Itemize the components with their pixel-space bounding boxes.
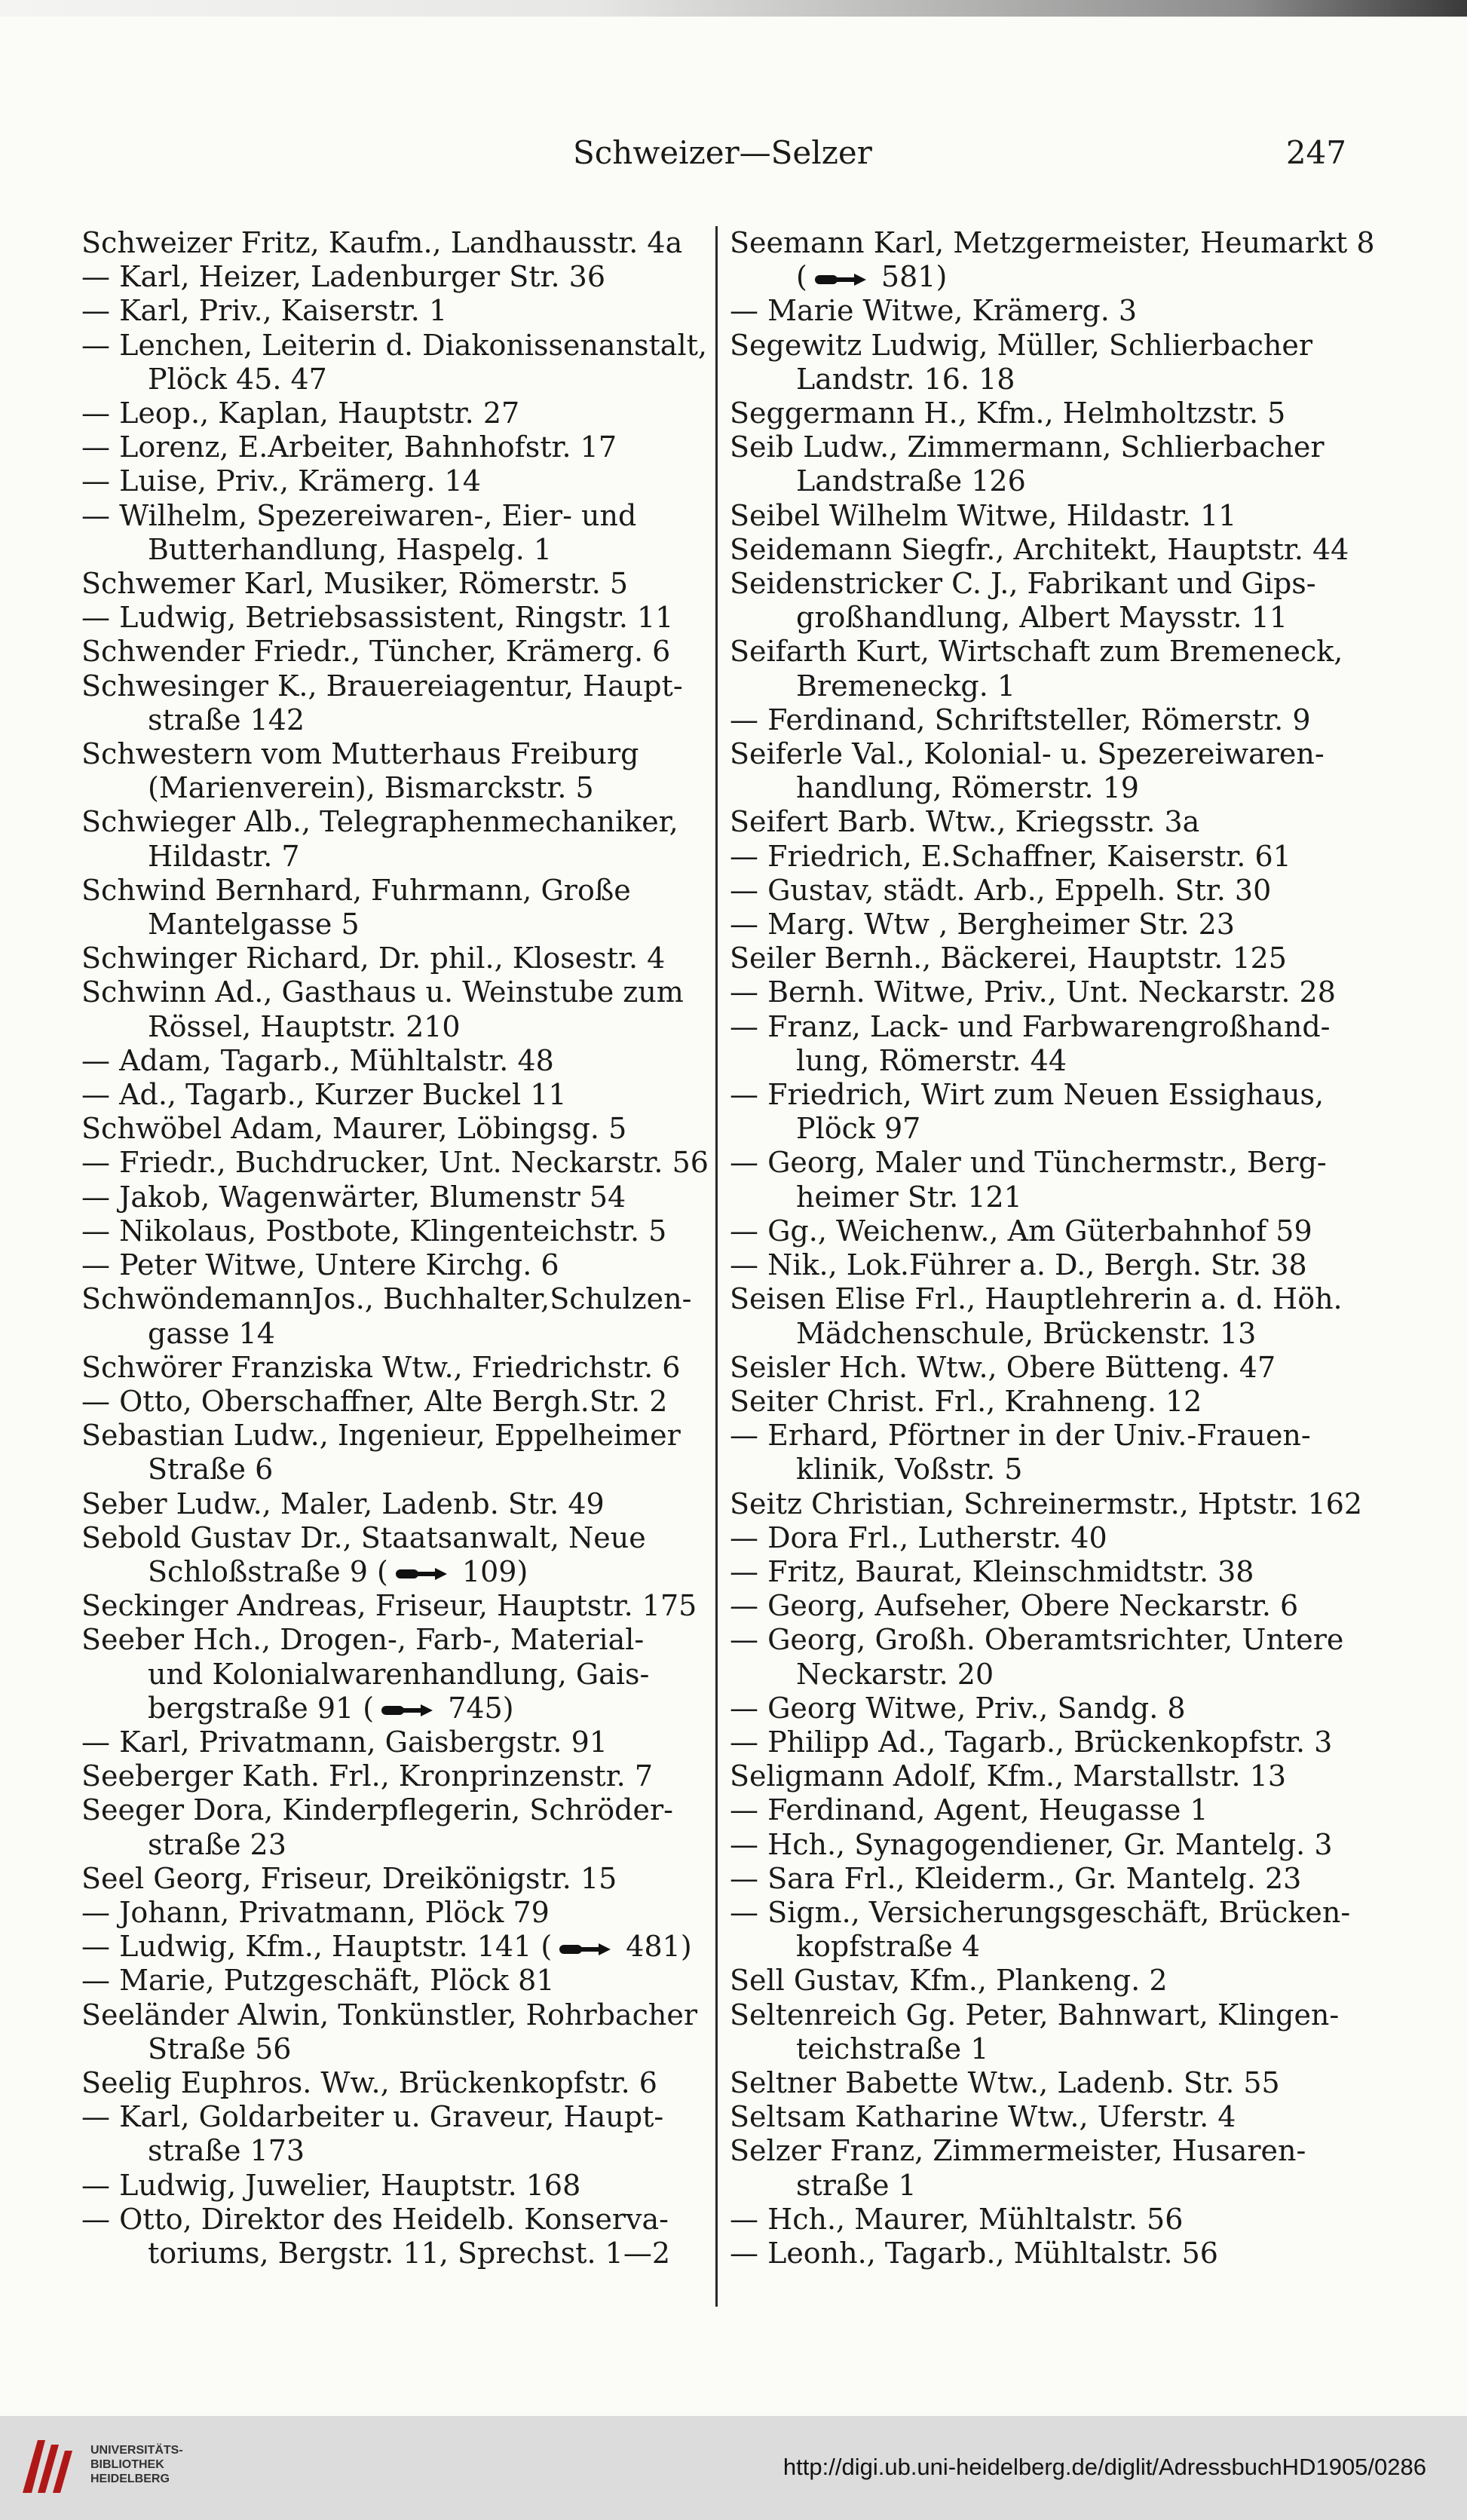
directory-entry — [81, 1419, 730, 1487]
directory-entry — [730, 2100, 1363, 2134]
entry-line: Schwörer Franziska Wtw., Friedrichstr. 6 — [81, 1350, 681, 1384]
directory-entry — [81, 2203, 730, 2270]
entry-line: — Sigm., Versicherungsgeschäft, Brücken- — [730, 1895, 1351, 1929]
directory-entry — [81, 2100, 730, 2168]
entry-line: Seib Ludw., Zimmermann, Schlierbacher — [730, 430, 1325, 464]
directory-entry — [81, 1044, 730, 1078]
directory-entry — [81, 1964, 730, 1998]
entry-continuation-line: Mantelgasse 5 — [148, 908, 360, 942]
directory-entry — [730, 2203, 1363, 2237]
directory-entry — [81, 260, 730, 294]
entry-continuation-line: Straße 56 — [148, 2032, 292, 2065]
entry-line: — Nikolaus, Postbote, Klingenteichstr. 5 — [81, 1214, 667, 1248]
entry-line: — Peter Witwe, Untere Kirchg. 6 — [81, 1248, 559, 1282]
entry-continuation-line: straße 142 — [148, 703, 305, 736]
directory-entry — [730, 737, 1363, 805]
entry-line: — Leop., Kaplan, Hauptstr. 27 — [81, 397, 520, 430]
directory-entry — [730, 1964, 1363, 1998]
entry-line: — Ad., Tagarb., Kurzer Buckel 11 — [81, 1078, 567, 1112]
entry-line: — Karl, Heizer, Ladenburger Str. 36 — [81, 260, 606, 294]
directory-entry — [81, 1589, 730, 1623]
directory-entry — [81, 499, 730, 567]
entry-line: — Erhard, Pförtner in der Univ.-Frauen- — [730, 1419, 1311, 1453]
directory-entry — [81, 1623, 730, 1725]
entry-line: — Nik., Lok.Führer a. D., Bergh. Str. 38 — [730, 1248, 1307, 1282]
entry-line: Seemann Karl, Metzgermeister, Heumarkt 8 — [730, 226, 1375, 259]
entry-line: — Jakob, Wagenwärter, Blumenstr 54 — [81, 1180, 626, 1214]
entry-line: — Lenchen, Leiterin d. Diakonissenanstalt, — [81, 328, 707, 362]
entry-line: — Karl, Priv., Kaiserstr. 1 — [81, 294, 448, 328]
directory-entry — [730, 1692, 1363, 1725]
entry-line: — Fritz, Baurat, Kleinschmidtstr. 38 — [730, 1554, 1254, 1588]
entry-line: — Ferdinand, Agent, Heugasse 1 — [730, 1793, 1208, 1827]
directory-entry — [730, 1623, 1363, 1691]
directory-entry — [730, 294, 1363, 328]
entry-line: Seiler Bernh., Bäckerei, Hauptstr. 125 — [730, 942, 1287, 975]
directory-entry — [81, 874, 730, 942]
entry-line: — Luise, Priv., Krämerg. 14 — [81, 464, 481, 498]
library-name — [90, 2443, 183, 2486]
entry-line: Seel Georg, Friseur, Dreikönigstr. 15 — [81, 1861, 617, 1895]
entry-continuation-line: straße 173 — [148, 2134, 305, 2168]
entry-continuation-line: Landstraße 126 — [796, 464, 1026, 498]
entry-line: Seber Ludw., Maler, Ladenb. Str. 49 — [81, 1487, 605, 1520]
directory-entry — [81, 1282, 730, 1350]
directory-entry — [730, 1351, 1363, 1385]
directory-entry — [81, 226, 730, 260]
directory-entry — [730, 2066, 1363, 2100]
directory-entry — [81, 1487, 730, 1521]
telephone-icon — [556, 1940, 612, 1958]
entry-continuation-line: Hildastr. 7 — [148, 839, 300, 873]
directory-entry — [81, 1078, 730, 1112]
entry-line: — Friedrich, Wirt zum Neuen Essighaus, — [730, 1078, 1325, 1112]
entry-line: Schwinn Ad., Gasthaus u. Weinstube zum — [81, 975, 684, 1009]
entry-continuation-line: Butterhandlung, Haspelg. 1 — [148, 532, 553, 566]
source-url-link[interactable]: http://digi.ub.uni-heidelberg.de/diglit/AdressbuchHD1905/0286 — [783, 2454, 1426, 2480]
entry-line: Schwind Bernhard, Fuhrmann, Große — [81, 873, 631, 907]
entry-continuation-line: Rössel, Hauptstr. 210 — [148, 1009, 461, 1043]
entry-line: Seifert Barb. Wtw., Kriegsstr. 3a — [730, 805, 1200, 839]
directory-entry — [730, 703, 1363, 737]
entry-line: — Otto, Direktor des Heidelb. Konserva- — [81, 2202, 669, 2236]
library-name-line: UNIVERSITÄTS- — [90, 2444, 183, 2457]
entry-line: Seltsam Katharine Wtw., Uferstr. 4 — [730, 2100, 1236, 2134]
entry-line: Schwesinger K., Brauereiagentur, Haupt- — [81, 669, 683, 703]
entry-continuation-line: Straße 6 — [148, 1453, 274, 1487]
entry-continuation-line: Plöck 97 — [796, 1112, 921, 1146]
directory-entry — [81, 1351, 730, 1385]
entry-continuation-line: heimer Str. 121 — [796, 1180, 1022, 1214]
entry-line: Seeber Hch., Drogen-, Farb-, Material- — [81, 1623, 645, 1657]
entry-line: — Bernh. Witwe, Priv., Unt. Neckarstr. 28 — [730, 975, 1336, 1009]
directory-entry — [730, 1521, 1363, 1555]
entry-line: — Sara Frl., Kleiderm., Gr. Mantelg. 23 — [730, 1861, 1302, 1895]
entry-continuation-line: lung, Römerstr. 44 — [796, 1043, 1067, 1077]
directory-entry — [81, 1793, 730, 1861]
directory-entry — [81, 1930, 730, 1964]
entry-line: Selzer Franz, Zimmermeister, Husaren- — [730, 2134, 1306, 2168]
entry-line: — Dora Frl., Lutherstr. 40 — [730, 1520, 1107, 1554]
entry-line: — Hch., Maurer, Mühltalstr. 56 — [730, 2202, 1184, 2236]
entry-continuation-line: großhandlung, Albert Maysstr. 11 — [796, 601, 1288, 635]
entry-line: — Gustav, städt. Arb., Eppelh. Str. 30 — [730, 873, 1272, 907]
entry-line: — Hch., Synagogendiener, Gr. Mantelg. 3 — [730, 1827, 1333, 1861]
entry-line: Schwinger Richard, Dr. phil., Klosestr. 4 — [81, 942, 666, 975]
directory-entry — [81, 1998, 730, 2066]
telephone-icon — [812, 271, 868, 289]
entry-line: — Otto, Oberschaffner, Alte Bergh.Str. 2 — [81, 1384, 668, 1418]
entry-line: Seisen Elise Frl., Hauptlehrerin a. d. Höh. — [730, 1282, 1343, 1316]
directory-entry — [730, 840, 1363, 874]
entry-line: Seiferle Val., Kolonial- u. Spezereiwaren- — [730, 737, 1325, 771]
directory-entry — [81, 430, 730, 464]
directory-entry — [730, 1589, 1363, 1623]
directory-entry — [730, 635, 1363, 703]
entry-line: — Georg Witwe, Priv., Sandg. 8 — [730, 1691, 1186, 1725]
entry-line: — Marie Witwe, Krämerg. 3 — [730, 294, 1138, 328]
entry-line: — Georg, Maler und Tünchermstr., Berg- — [730, 1146, 1327, 1180]
entry-line: Sebastian Ludw., Ingenieur, Eppelheimer — [81, 1419, 681, 1453]
entry-line: — Karl, Privatmann, Gaisbergstr. 91 — [81, 1725, 608, 1759]
entry-continuation-line: Neckarstr. 20 — [796, 1657, 994, 1691]
entry-line: — Gg., Weichenw., Am Güterbahnhof 59 — [730, 1214, 1312, 1248]
entry-continuation-line: Bremeneckg. 1 — [796, 669, 1016, 703]
entry-continuation-line: gasse 14 — [148, 1316, 275, 1350]
entry-line: — Ludwig, Juwelier, Hauptstr. 168 — [81, 2168, 581, 2202]
library-logo-icon — [15, 2433, 83, 2500]
entry-continuation-line: Mädchenschule, Brückenstr. 13 — [796, 1316, 1257, 1350]
entry-line: Schweizer Fritz, Kaufm., Landhausstr. 4a — [81, 226, 683, 259]
entry-line: Sebold Gustav Dr., Staatsanwalt, Neue — [81, 1520, 646, 1554]
directory-entry — [81, 1896, 730, 1930]
entry-line: Seelig Euphros. Ww., Brückenkopfstr. 6 — [81, 2065, 657, 2099]
directory-entry — [730, 1146, 1363, 1214]
directory-entry — [81, 1180, 730, 1214]
entry-continuation-line: teichstraße 1 — [796, 2032, 989, 2065]
entry-line: Seeberger Kath. Frl., Kronprinzenstr. 7 — [81, 1759, 654, 1793]
directory-entry — [81, 1248, 730, 1282]
directory-entry — [730, 329, 1363, 397]
directory-entry — [81, 2169, 730, 2203]
entry-line: Seligmann Adolf, Kfm., Marstallstr. 13 — [730, 1759, 1286, 1793]
page-header — [0, 134, 1467, 187]
entry-line: — Ludwig, Kfm., Hauptstr. 141 ( 481) — [81, 1930, 692, 1964]
directory-entry — [81, 1385, 730, 1419]
entry-line: Seidenstricker C. J., Fabrikant und Gips- — [730, 567, 1316, 601]
directory-entry — [730, 1487, 1363, 1521]
entry-line: — Leonh., Tagarb., Mühltalstr. 56 — [730, 2236, 1218, 2270]
entry-line: — Marg. Wtw , Bergheimer Str. 23 — [730, 908, 1235, 942]
telephone-icon — [393, 1565, 449, 1583]
directory-entry — [81, 329, 730, 397]
entry-line: Seltenreich Gg. Peter, Bahnwart, Klingen- — [730, 1998, 1340, 2032]
entry-line: Seidemann Siegfr., Architekt, Hauptstr. 44 — [730, 532, 1349, 566]
entry-line: — Ludwig, Betriebsassistent, Ringstr. 11 — [81, 601, 674, 635]
directory-entry — [81, 737, 730, 805]
directory-entry — [81, 397, 730, 430]
entry-line: — Philipp Ad., Tagarb., Brückenkopfstr. 3 — [730, 1725, 1333, 1759]
directory-entry — [81, 1725, 730, 1759]
entry-continuation-line: handlung, Römerstr. 19 — [796, 771, 1139, 805]
library-name-line: BIBLIOTHEK — [90, 2458, 164, 2471]
directory-entry — [730, 1555, 1363, 1589]
entry-line: Seisler Hch. Wtw., Obere Bütteng. 47 — [730, 1350, 1276, 1384]
entry-continuation-line: straße 23 — [148, 1827, 286, 1861]
entry-continuation-line: und Kolonialwarenhandlung, Gais- — [148, 1657, 650, 1691]
entry-line: Sell Gustav, Kfm., Plankeng. 2 — [730, 1964, 1168, 1998]
directory-entry — [81, 942, 730, 975]
entry-continuation-line: straße 1 — [796, 2168, 917, 2202]
directory-entry — [730, 874, 1363, 908]
entry-line: — Wilhelm, Spezereiwaren-, Eier- und — [81, 498, 637, 532]
entry-line: — Marie, Putzgeschäft, Plöck 81 — [81, 1964, 555, 1998]
directory-entry — [730, 430, 1363, 498]
entry-line: Seitz Christian, Schreinermstr., Hptstr. 162 — [730, 1487, 1363, 1520]
directory-entry — [730, 2237, 1363, 2270]
entry-line: — Friedrich, E.Schaffner, Kaiserstr. 61 — [730, 839, 1291, 873]
entry-line: Schwender Friedr., Tüncher, Krämerg. 6 — [81, 635, 671, 669]
directory-entry — [730, 805, 1363, 839]
directory-entry — [730, 1725, 1363, 1759]
directory-entry — [730, 1282, 1363, 1350]
entry-line: Seiter Christ. Frl., Krahneng. 12 — [730, 1384, 1202, 1418]
entry-line: — Georg, Aufseher, Obere Neckarstr. 6 — [730, 1589, 1299, 1623]
directory-entry — [81, 669, 730, 737]
directory-entry — [730, 1759, 1363, 1793]
entry-line: — Ferdinand, Schriftsteller, Römerstr. 9 — [730, 703, 1311, 736]
directory-entry — [81, 975, 730, 1043]
entry-line: Segewitz Ludwig, Müller, Schlierbacher — [730, 328, 1313, 362]
directory-entry — [730, 533, 1363, 567]
running-title: Schweizer—Selzer — [573, 134, 872, 171]
directory-entry — [730, 1419, 1363, 1487]
entry-line: Seeger Dora, Kinderpflegerin, Schröder- — [81, 1793, 673, 1827]
directory-entry — [730, 908, 1363, 942]
entry-continuation-line: Landstr. 16. 18 — [796, 362, 1015, 396]
directory-entry — [81, 1146, 730, 1180]
entry-line: SchwöndemannJos., Buchhalter,Schulzen- — [81, 1282, 692, 1316]
entry-continuation-line: bergstraße 91 ( 745) — [148, 1691, 514, 1725]
column-divider — [715, 226, 718, 2307]
entry-line: Seifarth Kurt, Wirtschaft zum Bremeneck, — [730, 635, 1343, 669]
entry-line: — Johann, Privatmann, Plöck 79 — [81, 1895, 550, 1929]
entry-line: Seibel Wilhelm Witwe, Hildastr. 11 — [730, 498, 1237, 532]
entry-line: — Georg, Großh. Oberamtsrichter, Untere — [730, 1623, 1344, 1657]
entry-continuation-line: Plöck 45. 47 — [148, 362, 327, 396]
entry-continuation-line: kopfstraße 4 — [796, 1930, 981, 1964]
entry-line: — Adam, Tagarb., Mühltalstr. 48 — [81, 1043, 554, 1077]
entry-continuation-line: toriums, Bergstr. 11, Sprechst. 1—2 — [148, 2236, 671, 2270]
directory-entry — [730, 2134, 1363, 2202]
right-column — [730, 226, 1375, 2270]
entry-continuation-line: (Marienverein), Bismarckstr. 5 — [148, 771, 594, 805]
directory-entry — [81, 1862, 730, 1896]
entry-continuation-line: klinik, Voßstr. 5 — [796, 1453, 1023, 1487]
directory-entry — [730, 1010, 1363, 1078]
directory-entry — [730, 499, 1363, 533]
directory-entry — [730, 567, 1363, 635]
entry-line: Schwieger Alb., Telegraphenmechaniker, — [81, 805, 678, 839]
directory-entry — [81, 1112, 730, 1146]
directory-entry — [730, 1385, 1363, 1419]
left-column — [81, 226, 730, 2270]
entry-line: — Karl, Goldarbeiter u. Graveur, Haupt- — [81, 2100, 664, 2134]
entry-line: — Lorenz, E.Arbeiter, Bahnhofstr. 17 — [81, 430, 617, 464]
directory-entry — [730, 397, 1363, 430]
directory-entry — [81, 567, 730, 601]
directory-entry — [81, 635, 730, 669]
entry-continuation-line: ( 581) — [796, 260, 948, 294]
directory-entry — [730, 1793, 1363, 1827]
directory-entry — [730, 1998, 1363, 2066]
directory-entry — [730, 975, 1363, 1009]
directory-entry — [81, 1214, 730, 1248]
entry-continuation-line: Schloßstraße 9 ( 109) — [148, 1554, 528, 1588]
entry-line: — Friedr., Buchdrucker, Unt. Neckarstr. 56 — [81, 1146, 709, 1180]
entry-line: — Franz, Lack- und Farbwarengroßhand- — [730, 1009, 1331, 1043]
entry-line: Seltner Babette Wtw., Ladenb. Str. 55 — [730, 2065, 1280, 2099]
directory-entry — [730, 1862, 1363, 1896]
library-name-line: HEIDELBERG — [90, 2473, 170, 2485]
entry-line: Seggermann H., Kfm., Helmholtzstr. 5 — [730, 397, 1286, 430]
directory-entry — [81, 294, 730, 328]
directory-entry — [81, 805, 730, 873]
directory-entry — [730, 1828, 1363, 1862]
directory-entry — [81, 601, 730, 635]
directory-entry — [81, 2066, 730, 2100]
entry-line: Seckinger Andreas, Friseur, Hauptstr. 175 — [81, 1589, 697, 1623]
telephone-icon — [378, 1701, 434, 1719]
directory-entry — [730, 1248, 1363, 1282]
directory-entry — [81, 464, 730, 498]
scan-top-edge — [0, 0, 1467, 17]
entry-line: Schwöbel Adam, Maurer, Löbingsg. 5 — [81, 1112, 627, 1146]
directory-entry — [81, 1521, 730, 1589]
directory-entry — [730, 1078, 1363, 1146]
entry-line: Seeländer Alwin, Tonkünstler, Rohrbacher — [81, 1998, 698, 2032]
directory-entry — [81, 1759, 730, 1793]
directory-entry — [730, 226, 1375, 294]
directory-entry — [730, 1214, 1363, 1248]
page-number: 247 — [1285, 134, 1346, 171]
footer-bar — [0, 2416, 1467, 2520]
directory-entry — [730, 942, 1363, 975]
entry-line: Schwestern vom Mutterhaus Freiburg — [81, 737, 639, 771]
entry-line: Schwemer Karl, Musiker, Römerstr. 5 — [81, 567, 629, 601]
directory-entry — [730, 1896, 1363, 1964]
